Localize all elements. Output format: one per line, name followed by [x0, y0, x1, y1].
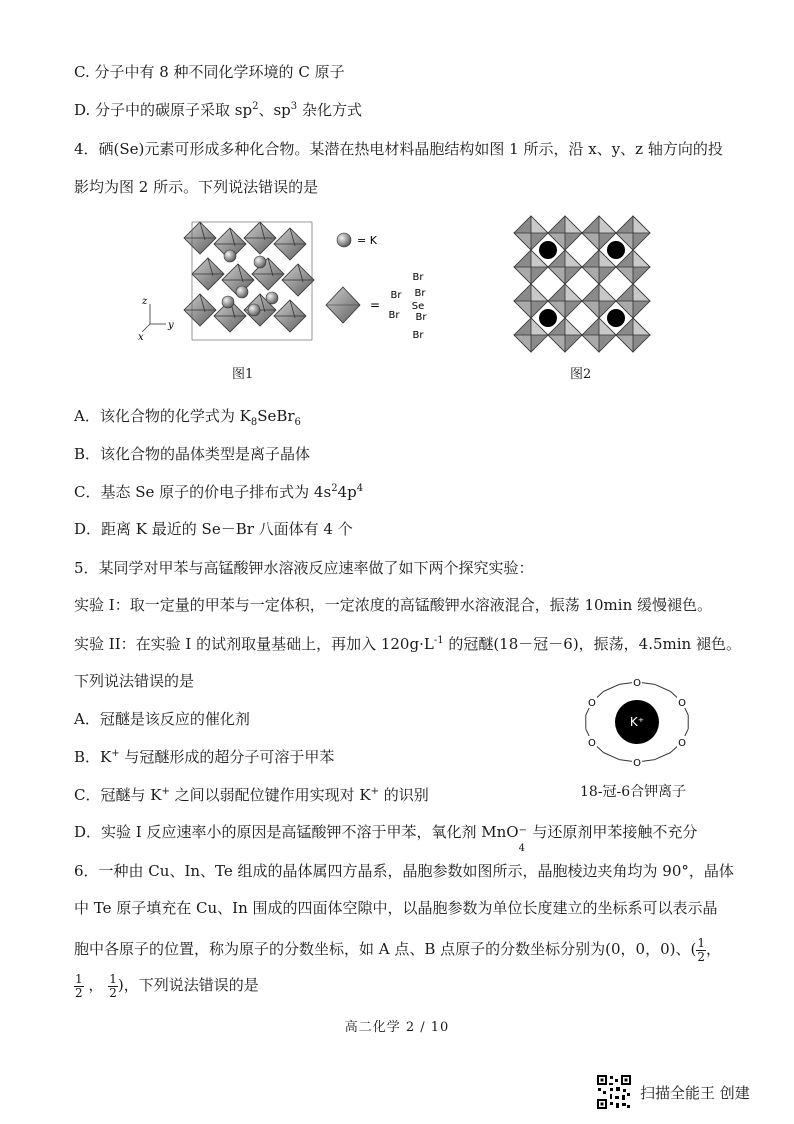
oxygen-atom: O: [588, 738, 596, 749]
k-projection-dot: [607, 309, 625, 327]
k-ion: [222, 296, 234, 308]
question-4-stem-1: 4．硒(Se)元素可形成多种化合物。某潜在热电材料晶胞结构如图 1 所示，沿 x、y、z 轴方向的投: [74, 140, 723, 158]
projection-facet: [548, 335, 565, 352]
oxygen-atom: O: [633, 758, 641, 769]
scanner-label: 扫描全能王 创建: [640, 1083, 750, 1102]
question-6-line-2: 中 Te 原子填充在 Cu、In 围成的四面体空隙中，以晶胞参数为单位长度建立的坐标系可以表示晶: [74, 899, 718, 917]
k-projection-dot: [539, 309, 557, 327]
legend-equals: =: [370, 298, 381, 312]
projection-facet: [599, 216, 616, 233]
projection-facet: [599, 284, 616, 301]
se-label: Se: [411, 301, 425, 312]
k-projection-dot: [607, 241, 625, 259]
projection-facet: [565, 318, 582, 335]
oxygen-atom: O: [678, 738, 686, 749]
projection-facet: [531, 284, 548, 301]
projection-facet: [514, 335, 531, 352]
projection-facet: [582, 233, 599, 250]
axis-x-label: x: [138, 332, 144, 343]
page-number: 高二化学 2 / 10: [344, 1020, 450, 1035]
experiment-1: 实验 I：取一定量的甲苯与一定体积，一定浓度的高锰酸钾水溶液混合，振荡 10min 缓慢褪色。: [74, 596, 713, 614]
oxygen-atom: O: [633, 678, 641, 689]
projection-facet: [582, 335, 599, 352]
question-6-line-1: 6．一种由 Cu、In、Te 组成的晶体属四方晶系，晶胞参数如图所示，晶胞棱边夹角均为 90°，晶体: [74, 862, 734, 880]
projection-facet: [514, 233, 531, 250]
qr-code-icon: [596, 1074, 632, 1110]
option-b-q4: B．该化合物的晶体类型是离子晶体: [74, 445, 311, 463]
question-6-line-3: 胞中各原子的位置，称为原子的分数坐标，如 A 点、B 点原子的分数坐标分别为(0，0，0)、( $\frac{1}{2}$ ，: [74, 935, 722, 964]
k-ion: [248, 304, 260, 316]
figure-1-crystal: [138, 212, 428, 352]
axis-z-label: z: [142, 296, 148, 307]
legend-k-label: = K: [357, 234, 377, 247]
option-d-q4: D．距离 K 最近的 Se－Br 八面体有 4 个: [74, 520, 353, 538]
k-ion: [236, 286, 248, 298]
br-top: Br: [412, 272, 424, 283]
br-left-upper: Br: [390, 290, 402, 301]
question-5-stem: 5．某同学对甲苯与高锰酸钾水溶液反应速率做了如下两个探究实验：: [74, 559, 534, 577]
crown-center-label: K⁺: [629, 715, 645, 729]
projection-facet: [633, 216, 650, 233]
projection-facet: [565, 284, 582, 301]
k-ion: [254, 256, 266, 268]
option-b-q5: B．K+ 与冠醚形成的超分子可溶于甲苯: [74, 748, 335, 766]
ring-bond: [604, 753, 620, 760]
projection-facet: [616, 267, 633, 284]
ring-bond: [655, 753, 671, 760]
axis-y-label: y: [168, 320, 174, 331]
ring-bond: [604, 684, 620, 691]
projection-facet: [565, 250, 582, 267]
projection-facet: [514, 267, 531, 284]
option-c-q5: C．冠醚与 K+ 之间以弱配位键作用实现对 K+ 的识别: [74, 786, 429, 804]
br-bottom: Br: [412, 330, 424, 341]
option-c-q4: C．基态 Se 原子的价电子排布式为 $4s^24p^4$: [74, 483, 364, 501]
option-d-q5: D．实验 I 反应速率小的原因是高锰酸钾不溶于甲苯，氧化剂 MnO − 4 与还原剂甲苯接触不充分: [74, 823, 698, 854]
crown-ether-caption: 18-冠-6合钾离子: [580, 784, 687, 800]
projection-facet: [582, 267, 599, 284]
projection-facet: [565, 216, 582, 233]
ring-bond: [655, 684, 671, 691]
experiment-2: 实验 II：在实验 I 的试剂取量基础上，再加入 $120g\cdot L^{-1}$ 的冠醚(18－冠－6)，振荡，4.5min 褪色。: [74, 635, 741, 653]
br-left-lower: Br: [388, 310, 400, 321]
projection-facet: [616, 335, 633, 352]
question-5-ask: 下列说法错误的是: [74, 672, 195, 690]
option-c-q3: C. 分子中有 8 种不同化学环境的 C 原子: [74, 63, 345, 81]
fraction-half: $\frac{1}{2}$: [75, 971, 83, 1000]
question-4-stem-2: 影均为图 2 所示。下列说法错误的是: [74, 178, 319, 196]
oxygen-atom: O: [588, 698, 596, 709]
fraction-half: $\frac{1}{2}$: [697, 935, 705, 964]
figure-2-projection: [512, 210, 652, 356]
k-ion: [266, 292, 278, 304]
crown-ether-figure: [574, 674, 700, 772]
k-projection-dot: [539, 241, 557, 259]
projection-facet: [633, 318, 650, 335]
option-a-q4: A．该化合物的化学式为 $K_8SeBr_6$: [74, 407, 301, 428]
fraction-half: $\frac{1}{2}$: [109, 971, 117, 1000]
scanner-watermark: [596, 1074, 750, 1110]
projection-facet: [548, 267, 565, 284]
oxygen-atom: O: [678, 698, 686, 709]
projection-facet: [531, 216, 548, 233]
br-right-upper: Br: [414, 288, 426, 299]
projection-facet: [582, 301, 599, 318]
figure-1-caption: 图1: [232, 367, 254, 382]
option-a-q5: A．冠醚是该反应的催化剂: [74, 710, 250, 728]
projection-facet: [633, 250, 650, 267]
k-ion: [224, 250, 236, 262]
br-right-lower: Br: [415, 312, 427, 323]
option-d-q3: D. 分子中的碳原子采取 $sp^2$、$sp^3$ 杂化方式: [74, 101, 362, 119]
projection-facet: [514, 301, 531, 318]
question-6-line-4: $\frac{1}{2}$ ， $\frac{1}{2}$ )，下列说法错误的是: [75, 971, 259, 1000]
figure-2-caption: 图2: [570, 367, 592, 382]
projection-facet: [633, 284, 650, 301]
